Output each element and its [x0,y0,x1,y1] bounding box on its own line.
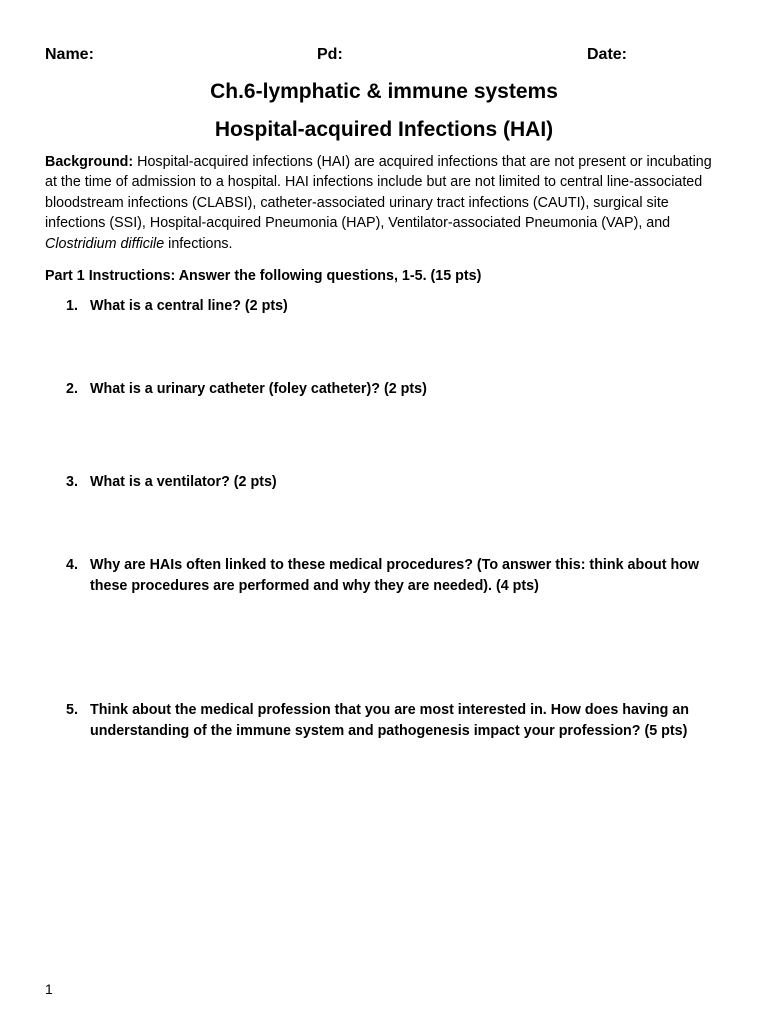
background-italic-term: Clostridium difficile [45,235,165,252]
question-text: What is a urinary catheter (foley catheter)? (2 pts) [90,381,427,397]
question-text: Think about the medical profession that you are most interested in. How does having an understanding of the immune system and pathogenesis impact your profession? (5 pts) [90,702,689,739]
question-4 [66,555,731,597]
background-text-1: Hospital-acquired infections (HAI) are acquired infections that are not present or incubating at the time of admission to a hospital. HAI infections include but are not limited to central line-associated bloodstream infections (CLABSI), catheter-associated urinary tract infections (CAUTI), surgical site infections (SSI), Hospital-acquired Pneumonia (HAP), Ventilator-associated Pneumonia (VAP), and [45,154,712,232]
question-number: 5. [66,702,78,718]
question-number: 4. [66,557,78,573]
background-text-2: infections. [164,235,233,252]
background-paragraph [45,152,725,254]
question-2 [66,379,731,400]
chapter-title: Ch.6-lymphatic & immune systems [210,80,558,103]
part1-instructions: Part 1 Instructions: Answer the following questions, 1-5. (15 pts) [45,268,482,284]
date-label: Date: [587,46,628,63]
page-number: 1 [45,981,53,997]
question-number: 3. [66,474,78,490]
question-1 [66,296,731,317]
question-text: What is a central line? (2 pts) [90,298,288,314]
worksheet-title: Hospital-acquired Infections (HAI) [214,118,554,141]
question-5 [66,700,731,742]
question-3 [66,472,731,493]
period-label: Pd: [317,46,343,63]
question-text: Why are HAIs often linked to these medical procedures? (To answer this: think about how these procedures are performed and why they are needed). (4 pts) [90,557,700,594]
question-number: 2. [66,381,78,397]
question-number: 1. [66,298,78,314]
student-info-header [45,46,725,68]
question-text: What is a ventilator? (2 pts) [90,474,277,490]
name-label: Name: [45,46,94,63]
background-label: Background: [45,154,134,170]
